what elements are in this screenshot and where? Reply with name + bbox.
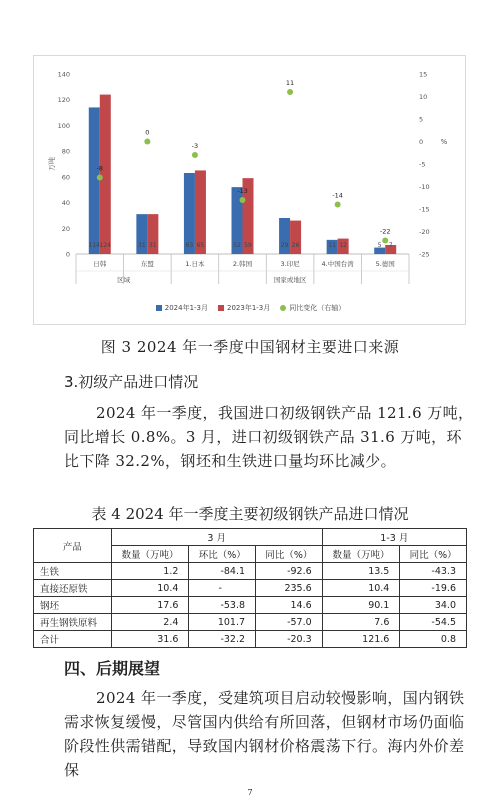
bar-label-2023: 59 xyxy=(244,242,252,249)
cell-product: 直接还原铁 xyxy=(34,580,112,597)
import-source-chart xyxy=(33,55,466,325)
cell-q-qty: 10.4 xyxy=(322,580,400,597)
y-axis-label: 万吨 xyxy=(48,157,56,171)
bar-label-2024: 114 xyxy=(88,242,101,249)
bar-label-2024: 52 xyxy=(233,242,241,249)
y2-axis-label: % xyxy=(440,138,448,146)
cell-product: 合计 xyxy=(34,631,112,648)
bar-label-2024: 63 xyxy=(185,242,194,249)
table-row xyxy=(34,597,467,614)
cell-m-yoy: -20.3 xyxy=(256,631,323,648)
legend-label-2024: 2024年1-3月 xyxy=(164,304,208,312)
header-q1-qty: 数量（万吨） xyxy=(322,546,400,563)
cell-m-qty: 2.4 xyxy=(111,614,189,631)
cell-m-qty: 17.6 xyxy=(111,597,189,614)
cell-m-yoy: -57.0 xyxy=(256,614,323,631)
chart-legend xyxy=(34,303,467,313)
y-tick-label: 20 xyxy=(61,224,70,233)
yoy-point xyxy=(144,139,150,145)
table-row xyxy=(34,563,467,580)
cell-m-qty: 31.6 xyxy=(111,631,189,648)
header-product: 产品 xyxy=(34,529,112,563)
section-heading-3: 3.初级产品进口情况 xyxy=(64,373,199,391)
bar-label-2023: 7 xyxy=(388,242,393,249)
page-number: 7 xyxy=(247,788,253,797)
cell-q-yoy: -43.3 xyxy=(400,563,467,580)
cell-m-yoy: -92.6 xyxy=(256,563,323,580)
cell-q-qty: 90.1 xyxy=(322,597,400,614)
yoy-point xyxy=(97,175,103,181)
header-march: 3 月 xyxy=(111,529,322,546)
bar-label-2024: 11 xyxy=(328,242,336,249)
y2-tick-label: -20 xyxy=(419,228,430,236)
cell-q-qty: 13.5 xyxy=(322,563,400,580)
cell-q-yoy: -19.6 xyxy=(400,580,467,597)
y-tick-label: 120 xyxy=(57,96,70,105)
x-tick-label: 5.德国 xyxy=(375,260,395,268)
cell-m-yoy: 235.6 xyxy=(256,580,323,597)
figure-caption: 图 3 2024 年一季度中国钢材主要进口来源 xyxy=(100,338,400,356)
legend-item-yoy xyxy=(280,303,345,313)
group-label-country: 国家或地区 xyxy=(273,276,307,284)
y2-tick-label: 0 xyxy=(419,138,424,146)
x-tick-label: 日韩 xyxy=(93,260,107,268)
header-march-qty: 数量（万吨） xyxy=(111,546,189,563)
header-q1: 1-3 月 xyxy=(322,529,466,546)
x-tick-label: 东盟 xyxy=(140,260,154,268)
primary-products-import-table xyxy=(33,528,467,648)
cell-q-yoy: 34.0 xyxy=(400,597,467,614)
bar-label-2024: 5 xyxy=(377,242,382,249)
y2-tick-label: 5 xyxy=(419,115,424,124)
bar-2023 xyxy=(100,95,111,254)
header-march-mom: 环比（%） xyxy=(189,546,256,563)
y-tick-label: 40 xyxy=(61,199,70,208)
yoy-point xyxy=(335,202,341,208)
cell-product: 再生钢铁原料 xyxy=(34,614,112,631)
table-row xyxy=(34,614,467,631)
cell-product: 钢坯 xyxy=(34,597,112,614)
bar-label-2023: 124 xyxy=(99,242,112,249)
header-march-yoy: 同比（%） xyxy=(256,546,323,563)
cell-m-mom: -53.8 xyxy=(189,597,256,614)
bar-label-2023: 26 xyxy=(291,242,300,249)
paragraph-outlook: 2024 年一季度，受建筑项目启动较慢影响，国内钢铁需求恢复缓慢，尽管国内供给有所回落，但钢材市场仍面临阶段性供需错配，导致国内钢材价格震荡下行。海内外价差保 xyxy=(64,689,465,779)
x-tick-label: 3.印尼 xyxy=(280,260,300,268)
bar-label-2023: 31 xyxy=(149,242,157,249)
bar-label-2023: 65 xyxy=(196,242,205,249)
section-heading-4: 四、后期展望 xyxy=(64,659,161,678)
y-tick-label: 0 xyxy=(65,250,70,259)
yoy-label: -22 xyxy=(379,227,391,236)
cell-m-qty: 1.2 xyxy=(111,563,189,580)
y-tick-label: 60 xyxy=(61,173,70,182)
cell-m-mom: - xyxy=(189,580,256,597)
yoy-point xyxy=(382,238,388,244)
yoy-label: -8 xyxy=(96,164,104,173)
y2-tick-label: 15 xyxy=(419,70,428,79)
yoy-point xyxy=(192,152,198,158)
header-q1-yoy: 同比（%） xyxy=(400,546,467,563)
paragraph-primary-imports: 2024 年一季度，我国进口初级钢铁产品 121.6 万吨，同比增长 0.8%。3 月，进口初级钢铁产品 31.6 万吨，环比下降 32.2%，钢坯和生铁进口量均环比减少。 xyxy=(64,404,474,470)
group-label-region: 区域 xyxy=(117,276,131,284)
legend-label-yoy: 同比变化（右轴） xyxy=(289,304,346,312)
y2-tick-label: -10 xyxy=(419,183,430,191)
bar-label-2023: 12 xyxy=(339,242,347,249)
yoy-point xyxy=(287,89,293,95)
yoy-label: 0 xyxy=(145,128,150,137)
cell-product: 生铁 xyxy=(34,563,112,580)
yoy-label: -14 xyxy=(332,191,343,200)
cell-m-mom: -84.1 xyxy=(189,563,256,580)
y2-tick-label: -15 xyxy=(419,205,430,214)
bar-label-2024: 29 xyxy=(280,242,289,249)
cell-m-mom: 101.7 xyxy=(189,614,256,631)
yoy-label: -13 xyxy=(237,187,248,195)
cell-q-yoy: -54.5 xyxy=(400,614,467,631)
cell-q-qty: 7.6 xyxy=(322,614,400,631)
x-tick-label: 2.韩国 xyxy=(232,260,253,268)
yoy-point xyxy=(240,197,246,203)
legend-item-2023 xyxy=(218,303,270,313)
y-tick-label: 140 xyxy=(57,70,70,79)
y2-tick-label: 10 xyxy=(419,93,428,101)
bar-2024 xyxy=(89,107,100,254)
y-tick-label: 80 xyxy=(61,147,70,156)
bar-label-2024: 31 xyxy=(138,242,146,249)
x-tick-label: 4.中国台湾 xyxy=(321,260,354,268)
x-tick-label: 1.日本 xyxy=(185,260,205,268)
y2-tick-label: -25 xyxy=(419,250,430,259)
cell-q-yoy: 0.8 xyxy=(400,631,467,648)
yoy-label: -3 xyxy=(191,142,199,150)
chart-svg xyxy=(34,56,467,326)
cell-m-yoy: 14.6 xyxy=(256,597,323,614)
table-row xyxy=(34,580,467,597)
legend-label-2023: 2023年1-3月 xyxy=(227,304,271,312)
cell-m-qty: 10.4 xyxy=(111,580,189,597)
legend-item-2024 xyxy=(156,303,208,313)
yoy-label: 11 xyxy=(285,79,295,87)
y-tick-label: 100 xyxy=(57,121,70,130)
table-row xyxy=(34,631,467,648)
table-title: 表 4 2024 年一季度主要初级钢铁产品进口情况 xyxy=(91,505,409,523)
cell-q-qty: 121.6 xyxy=(322,631,400,648)
y2-tick-label: -5 xyxy=(419,160,426,169)
cell-m-mom: -32.2 xyxy=(189,631,256,648)
